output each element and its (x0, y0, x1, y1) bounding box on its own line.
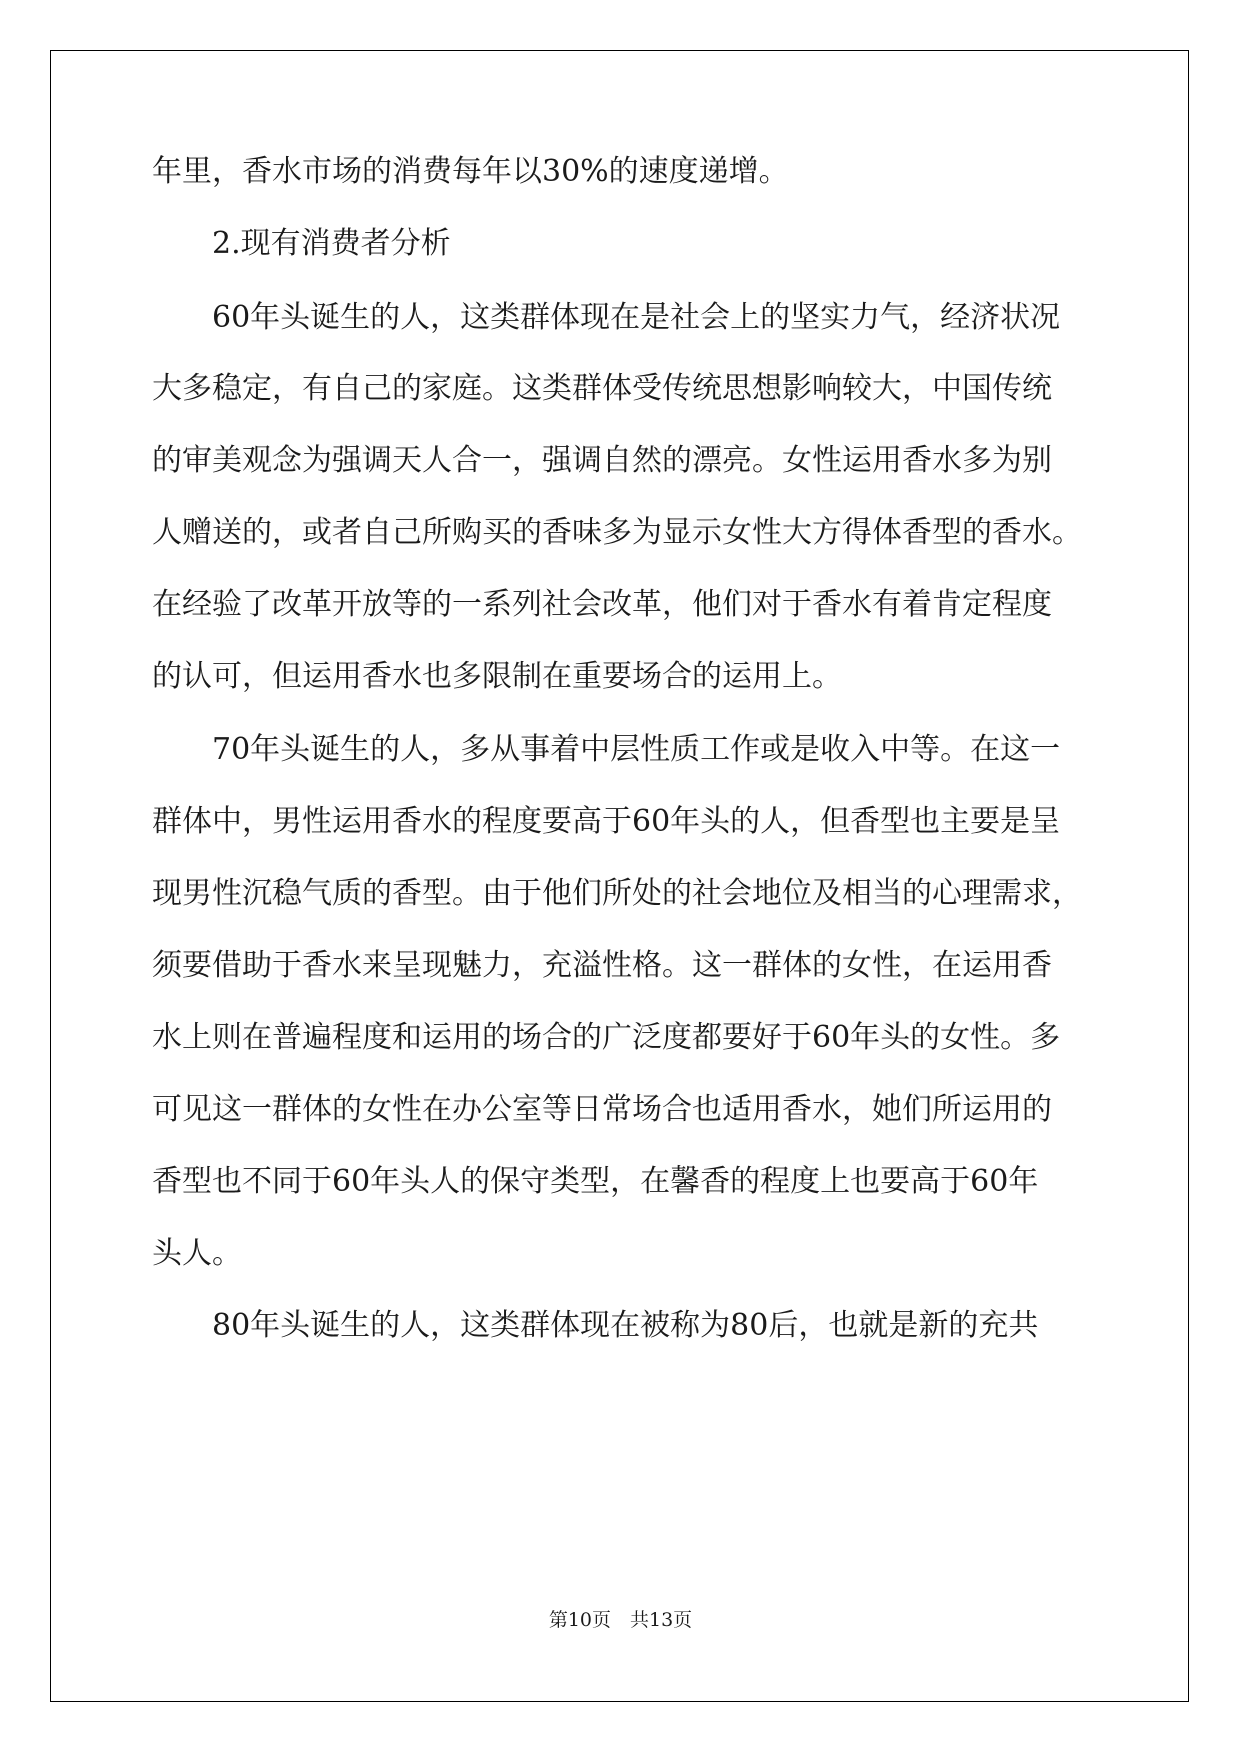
paragraph-first-line: 60年头诞生的人，这类群体现在是社会上的坚实力气，经济状况 (212, 300, 1061, 335)
text-line: 须要借助于香水来呈现魅力，充溢性格。这一群体的女性，在运用香 (152, 948, 1052, 983)
text-line: 大多稳定，有自己的家庭。这类群体受传统思想影响较大，中国传统 (152, 371, 1052, 406)
page-number-footer: 第10页 共13页 (548, 1609, 693, 1631)
text-line: 水上则在普遍程度和运用的场合的广泛度都要好于60年头的女性。多 (152, 1020, 1061, 1055)
text-line: 现男性沉稳气质的香型。由于他们所处的社会地位及相当的心理需求， (152, 876, 1082, 911)
section-heading: 2.现有消费者分析 (212, 226, 451, 261)
paragraph-first-line: 70年头诞生的人，多从事着中层性质工作或是收入中等。在这一 (212, 732, 1061, 767)
text-line: 可见这一群体的女性在办公室等日常场合也适用香水，她们所运用的 (152, 1092, 1052, 1127)
text-line: 群体中，男性运用香水的程度要高于60年头的人，但香型也主要是呈 (152, 804, 1061, 839)
text-line: 头人。 (152, 1236, 242, 1271)
paragraph-first-line: 80年头诞生的人，这类群体现在被称为80后，也就是新的充共 (212, 1308, 1039, 1343)
text-line: 香型也不同于60年头人的保守类型，在馨香的程度上也要高于60年 (152, 1164, 1039, 1199)
text-line: 的认可，但运用香水也多限制在重要场合的运用上。 (152, 659, 842, 694)
text-line: 年里，香水市场的消费每年以30%的速度递增。 (152, 154, 789, 189)
text-line: 的审美观念为强调天人合一，强调自然的漂亮。女性运用香水多为别 (152, 443, 1052, 478)
text-line: 在经验了改革开放等的一系列社会改革，他们对于香水有着肯定程度 (152, 587, 1052, 622)
text-line: 人赠送的，或者自己所购买的香味多为显示女性大方得体香型的香水。 (152, 515, 1082, 550)
